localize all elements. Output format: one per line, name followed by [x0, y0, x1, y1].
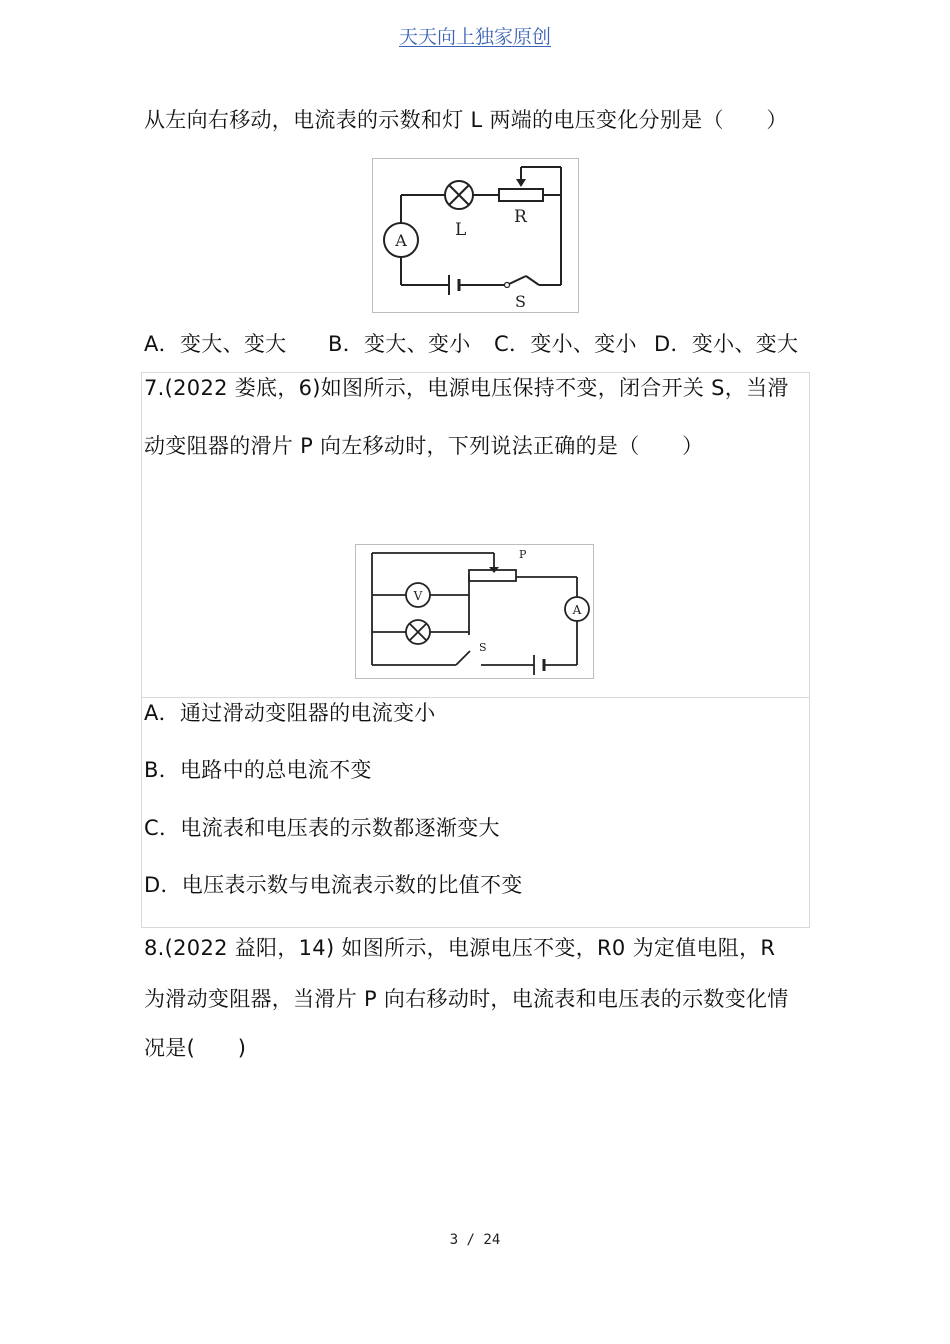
page-header [0, 22, 950, 49]
q6-option-b[interactable]: B．变大、变小 [328, 332, 471, 356]
q7-circuit-diagram [356, 545, 593, 678]
q7-option-c[interactable]: C．电流表和电压表的示数都逐渐变大 [144, 816, 500, 840]
q7-switch-label: S [479, 641, 487, 654]
q6-stem: 从左向右移动，电流表的示数和灯 L 两端的电压变化分别是（ ） [144, 108, 788, 132]
q6-options [144, 328, 798, 358]
q8-stem-line-2: 为滑动变阻器，当滑片 P 向右移动时，电流表和电压表的示数变化情 [144, 987, 789, 1011]
q8-stem-line-3: 况是( ) [144, 1036, 247, 1060]
q7-option-d[interactable]: D．电压表示数与电流表示数的比值不变 [144, 873, 523, 897]
q6-option-a[interactable]: A．变大、变大 [144, 332, 287, 356]
q6-resistor-label: R [514, 207, 527, 227]
q6-option-c[interactable]: C．变小、变小 [494, 332, 637, 356]
q6-ammeter-label: A [395, 231, 407, 250]
q7-slider-label: P [519, 548, 527, 561]
q7-ammeter-label: A [572, 603, 582, 617]
q6-circuit-figure [372, 158, 579, 313]
header-title: 天天向上独家原创 [398, 26, 551, 48]
q7-stem-line-2: 动变阻器的滑片 P 向左移动时，下列说法正确的是（ ） [144, 434, 704, 458]
q6-circuit-diagram [373, 159, 578, 312]
q7-stem-line-1: 7.(2022 娄底，6)如图所示，电源电压保持不变，闭合开关 S，当滑 [144, 376, 789, 400]
q7-option-a[interactable]: A．通过滑动变阻器的电流变小 [144, 701, 436, 725]
q6-switch-label: S [515, 292, 526, 311]
q8-stem-line-1: 8.(2022 益阳，14) 如图所示，电源电压不变，R0 为定值电阻，R [144, 936, 776, 960]
q6-lamp-label: L [455, 220, 467, 240]
q7-circuit-figure [355, 544, 594, 679]
q7-voltmeter-label: V [413, 589, 423, 603]
q6-option-d[interactable]: D．变小、变大 [654, 332, 799, 356]
q7-option-b[interactable]: B．电路中的总电流不变 [144, 758, 372, 782]
page-number: 3 / 24 [449, 1232, 501, 1248]
